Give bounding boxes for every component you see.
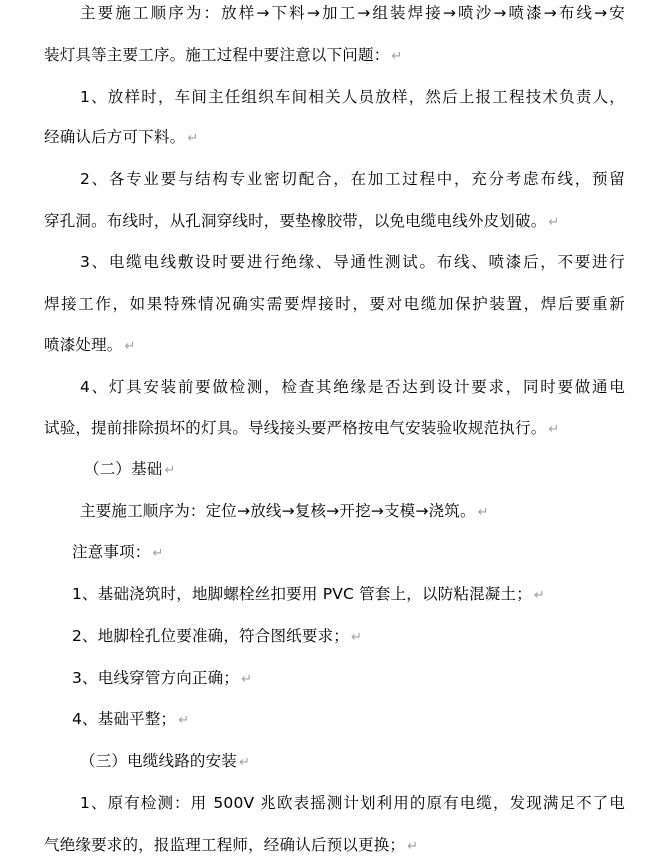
paragraph-mark-icon: ↵ xyxy=(407,839,419,854)
paragraph-mark-icon: ↵ xyxy=(164,463,176,478)
paragraph-line: 主要施工顺序为：定位→放线→复核→开挖→支模→浇筑。 ↵ xyxy=(80,502,489,520)
list-item: 1、基础浇筑时，地脚螺栓丝扣要用 PVC 管套上，以防粘混凝土； ↵ xyxy=(72,585,545,603)
paragraph-line: 气绝缘要求的，报监理工程师，经确认后预以更换； ↵ xyxy=(44,836,419,854)
section-heading: （三）电缆线路的安装 ↵ xyxy=(80,752,251,770)
list-item: 4、基础平整； ↵ xyxy=(72,710,190,728)
paragraph-line: 主要施工顺序为：放样→下料→加工→组装焊接→喷沙→喷漆→布线→安 xyxy=(80,4,625,22)
paragraph-line: 焊接工作，如果特殊情况确实需要焊接时，要对电缆加保护装置，焊后要重新 xyxy=(44,295,625,313)
paragraph-mark-icon: ↵ xyxy=(124,339,136,354)
list-item: 2、地脚栓孔位要准确，符合图纸要求； ↵ xyxy=(72,627,363,645)
paragraph-line: 3、电缆电线敷设时要进行绝缘、导通性测试。布线、喷漆后，不要进行 xyxy=(80,253,625,271)
list-item: 3、电线穿管方向正确； ↵ xyxy=(72,669,253,687)
paragraph-line: 1、放样时，车间主任组织车间相关人员放样，然后上报工程技术负责人， xyxy=(80,88,625,106)
paragraph-mark-icon: ↵ xyxy=(152,546,164,561)
paragraph-line: 2、各专业要与结构专业密切配合，在加工过程中，充分考虑布线，预留 xyxy=(80,170,625,188)
paragraph-line: 装灯具等主要工序。施工过程中要注意以下问题： ↵ xyxy=(44,46,403,64)
paragraph-mark-icon: ↵ xyxy=(241,672,253,687)
paragraph-mark-icon: ↵ xyxy=(187,131,199,146)
paragraph-mark-icon: ↵ xyxy=(548,422,560,437)
paragraph-mark-icon: ↵ xyxy=(477,505,489,520)
paragraph-line: 4、灯具安装前要做检测，检查其绝缘是否达到设计要求，同时要做通电 xyxy=(80,378,625,396)
paragraph-mark-icon: ↵ xyxy=(533,588,545,603)
section-heading: （二）基础 ↵ xyxy=(84,460,176,478)
paragraph-mark-icon: ↵ xyxy=(391,49,403,64)
paragraph-mark-icon: ↵ xyxy=(350,630,363,645)
paragraph-line: 注意事项： ↵ xyxy=(72,543,164,561)
paragraph-mark-icon: ↵ xyxy=(178,713,190,728)
paragraph-line: 喷漆处理。 ↵ xyxy=(44,336,136,354)
paragraph-mark-icon: ↵ xyxy=(548,215,560,230)
paragraph-line: 经确认后方可下料。 ↵ xyxy=(44,128,199,146)
paragraph-mark-icon: ↵ xyxy=(239,755,251,770)
paragraph-line: 穿孔洞。布线时，从孔洞穿线时，要垫橡胶带，以免电缆电线外皮划破。 ↵ xyxy=(44,212,560,230)
paragraph-line: 1、原有检测：用 500V 兆欧表摇测计划利用的原有电缆，发现满足不了电 xyxy=(80,794,625,812)
paragraph-line: 试验，提前排除损坏的灯具。导线接头要严格按电气安装验收规范执行。 ↵ xyxy=(44,419,560,437)
